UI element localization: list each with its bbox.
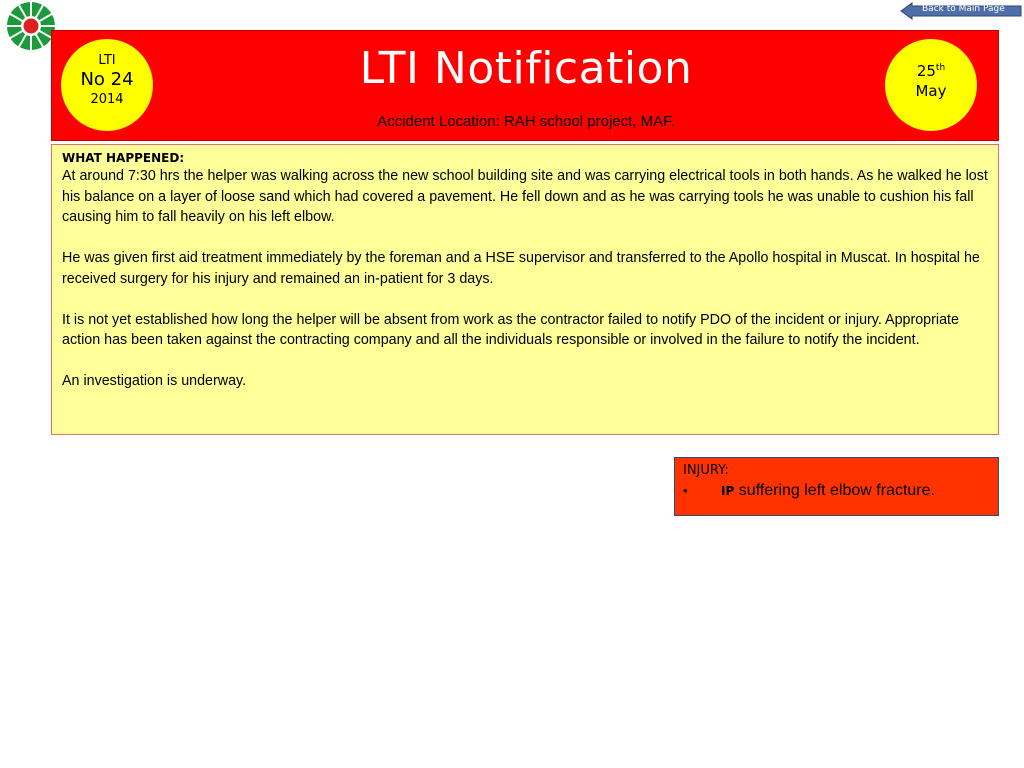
paragraph: An investigation is underway. [62, 373, 247, 389]
back-to-main-page-label: Back to Main Page [922, 4, 1005, 14]
paragraph: He was given first aid treatment immediately by the foreman and a HSE supervisor and transferred to the Apollo hospital in Muscat. In hospital he received surgery for his injury and remained an in-patient for 3 days. [62, 250, 980, 287]
page-title: LTI Notification [359, 43, 693, 94]
date-badge-month: May [915, 82, 947, 100]
date-badge-day [885, 39, 977, 80]
injury-heading: INJURY: [683, 463, 729, 478]
date-day-suffix: th [935, 63, 946, 73]
back-to-main-page-button[interactable] [900, 2, 1022, 18]
what-happened-panel [51, 144, 999, 435]
injury-text: suffering left elbow fracture. [734, 482, 935, 499]
paragraph: It is not yet established how long the helper will be absent from work as the contractor failed to notify PDO of the incident or injury. Appropriate action has been taken against the contracting company and all the individuals responsible or involved in the failure to notify the incident. [62, 311, 959, 348]
injury-prefix: IP [721, 484, 735, 498]
date-badge [885, 39, 977, 131]
injury-item [683, 482, 990, 500]
accident-location: Accident Location: RAH school project, MAF. [377, 113, 675, 130]
bullet: • [683, 483, 688, 498]
paragraph: At around 7:30 hrs the helper was walking across the new school building site and was carrying electrical tools in both hands. As he walked he lost his balance on a layer of loose sand which had covered a pavement. He fell down and as he was carrying tools he was unable to cushion his fall causing him to fall heavily on his left elbow. [62, 168, 988, 225]
what-happened-heading: WHAT HAPPENED: [62, 151, 185, 165]
lti-badge-year: 2014 [90, 92, 124, 107]
lti-badge-number: No 24 [80, 69, 134, 90]
lti-badge-label: LTI [98, 53, 116, 68]
date-day: 25 [916, 62, 936, 80]
notification-banner [51, 30, 999, 141]
injury-panel [674, 457, 999, 516]
